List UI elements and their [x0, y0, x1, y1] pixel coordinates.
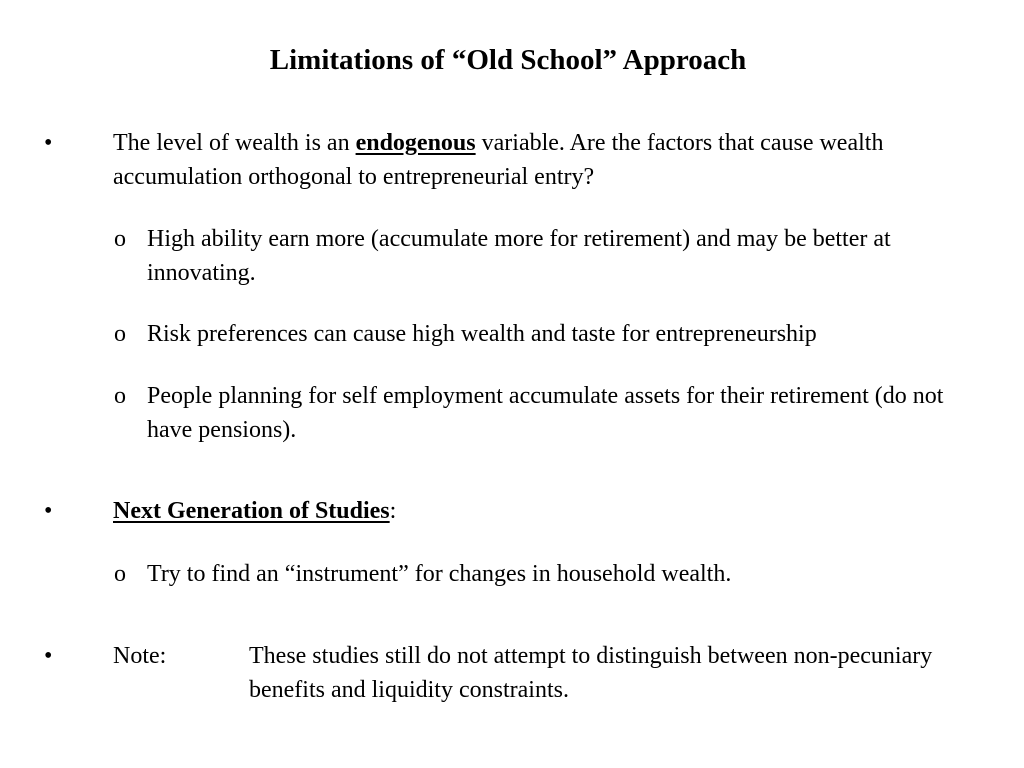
- heading-colon: :: [389, 498, 397, 524]
- bullet-text-endogenous: [113, 126, 993, 194]
- next-generation-heading: Next Generation of Studies: [113, 498, 390, 524]
- bullet-text-part: variable. Are the factors that cause wealth accumulation orthogonal to entrepreneurial entry?: [113, 130, 884, 190]
- note-text: These studies still do not attempt to distinguish between non-pecuniary benefits and liquidity constraints.: [249, 643, 933, 703]
- sub-bullet-self-employment: People planning for self employment accumulate assets for their retirement (do not have pensions).: [147, 383, 944, 443]
- sub-bullet-marker: o: [114, 383, 126, 409]
- sub-bullet-risk-preferences: Risk preferences can cause high wealth and taste for entrepreneurship: [147, 321, 817, 347]
- note-label: Note:: [113, 643, 167, 669]
- sub-bullet-marker: o: [114, 226, 126, 252]
- bullet-text-part: The level of wealth is an: [113, 130, 356, 156]
- bullet-marker: •: [44, 643, 53, 669]
- sub-bullet-high-ability: High ability earn more (accumulate more for retirement) and may be better at innovating.: [147, 226, 891, 286]
- sub-bullet-instrument: Try to find an “instrument” for changes in household wealth.: [147, 561, 732, 587]
- bullet-marker: •: [44, 130, 53, 156]
- slide-title: Limitations of “Old School” Approach: [269, 44, 747, 76]
- sub-bullet-marker: o: [114, 321, 126, 347]
- bullet-marker: •: [44, 498, 53, 524]
- sub-bullet-marker: o: [114, 561, 126, 587]
- bullet-next-generation: [113, 494, 993, 528]
- emphasis-endogenous: endogenous: [355, 130, 476, 156]
